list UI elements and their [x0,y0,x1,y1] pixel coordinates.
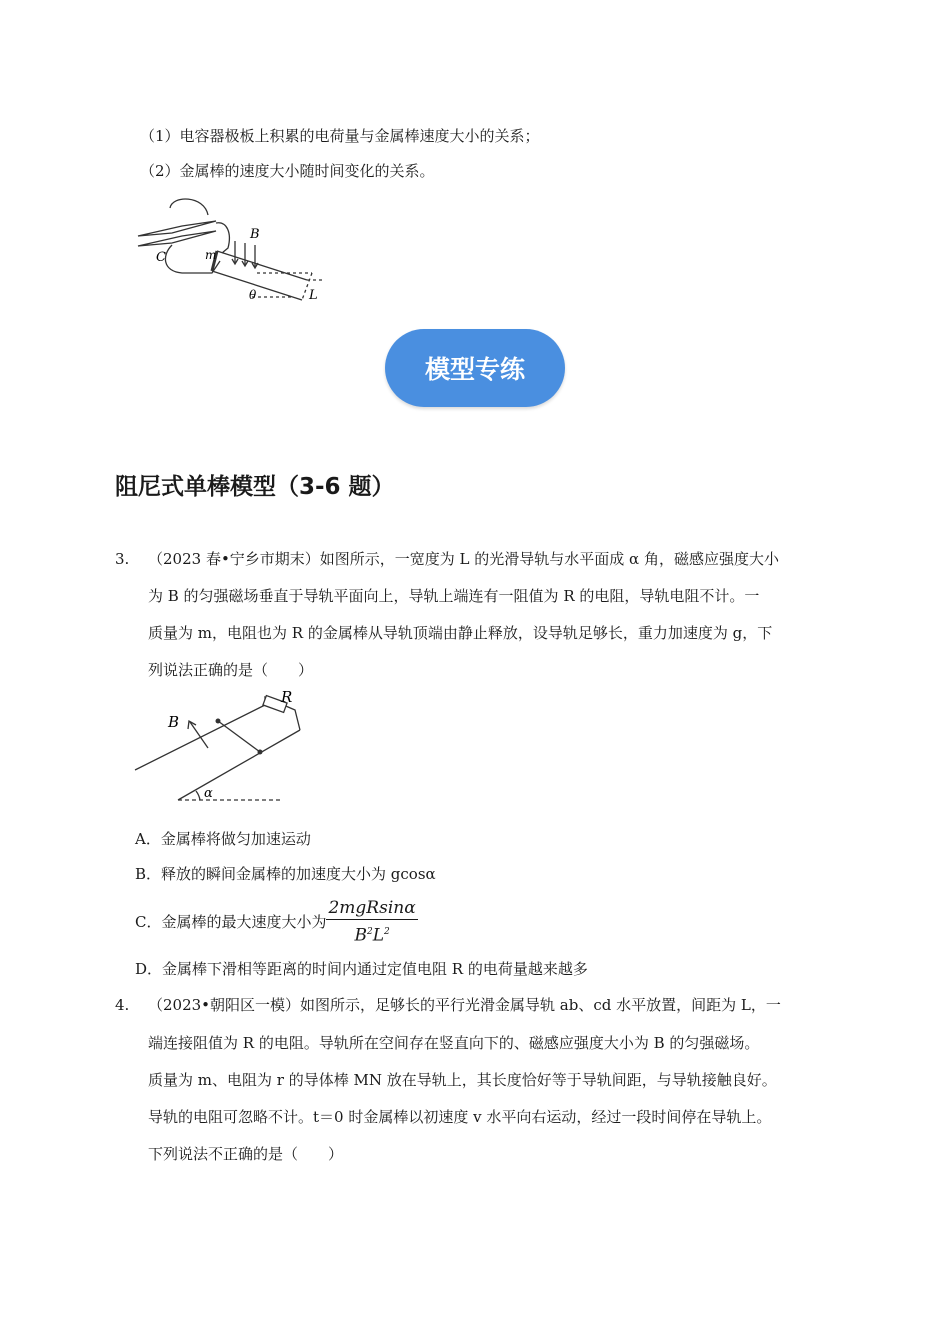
q4-line-3: 质量为 m、电阻为 r 的导体棒 MN 放在导轨上，其长度恰好等于导轨间距，与导轨接触良好。 [148,1071,777,1089]
q4-number: 4. [115,996,130,1014]
label-alpha: α [204,786,213,801]
label-theta: θ [249,288,257,302]
label-B: B [250,227,260,242]
q3-line-1: （2023 春•宁乡市期末）如图所示，一宽度为 L 的光滑导轨与水平面成 α 角，磁感应强度大小 [148,550,779,568]
label-C: C [156,250,166,265]
fraction-denominator: $B^2L^2$ [354,925,390,946]
inclined-rail-resistor-figure [130,685,310,805]
option-c-text: C．金属棒的最大速度大小为 [135,912,327,931]
option-c-fraction [326,898,417,946]
label-m: m [205,248,217,262]
capacitor-rail-figure [132,193,332,308]
section-title: 阻尼式单棒模型（3-6 题） [115,474,395,500]
fraction-numerator: 2mgRsinα [328,898,416,918]
item-1: （1）电容器极板上积累的电荷量与金属棒速度大小的关系； [140,127,540,145]
q3-option-d: D．金属棒下滑相等距离的时间内通过定值电阻 R 的电荷量越来越多 [135,960,588,978]
q4-line-1: （2023•朝阳区一模）如图所示，足够长的平行光滑金属导轨 ab、cd 水平放置，间距为 L，一 [148,996,781,1014]
item-2: （2）金属棒的速度大小随时间变化的关系。 [140,162,435,180]
q3-option-b: B．释放的瞬间金属棒的加速度大小为 gcosα [135,865,436,883]
q3-line-3: 质量为 m，电阻也为 R 的金属棒从导轨顶端由静止释放，设导轨足够长，重力加速度为 g，下 [148,624,773,642]
label-B: B [168,713,180,731]
q3-number: 3. [115,550,130,568]
label-R: R [281,688,293,706]
model-practice-badge: 模型专练 [385,329,565,407]
q4-line-4: 导轨的电阻可忽略不计。t＝0 时金属棒以初速度 v 水平向右运动，经过一段时间停在导轨上。 [148,1108,772,1126]
q3-line-4: 列说法正确的是（ ） [148,661,314,679]
q3-option-c [135,898,418,946]
q3-option-a: A．金属棒将做匀加速运动 [135,830,311,848]
label-L: L [309,288,318,303]
q4-line-5: 下列说法不正确的是（ ） [148,1145,344,1163]
q3-line-2: 为 B 的匀强磁场垂直于导轨平面向上，导轨上端连有一阻值为 R 的电阻，导轨电阻不计。一 [148,587,760,605]
q4-line-2: 端连接阻值为 R 的电阻。导轨所在空间存在竖直向下的、磁感应强度大小为 B 的匀强磁场。 [148,1034,760,1052]
